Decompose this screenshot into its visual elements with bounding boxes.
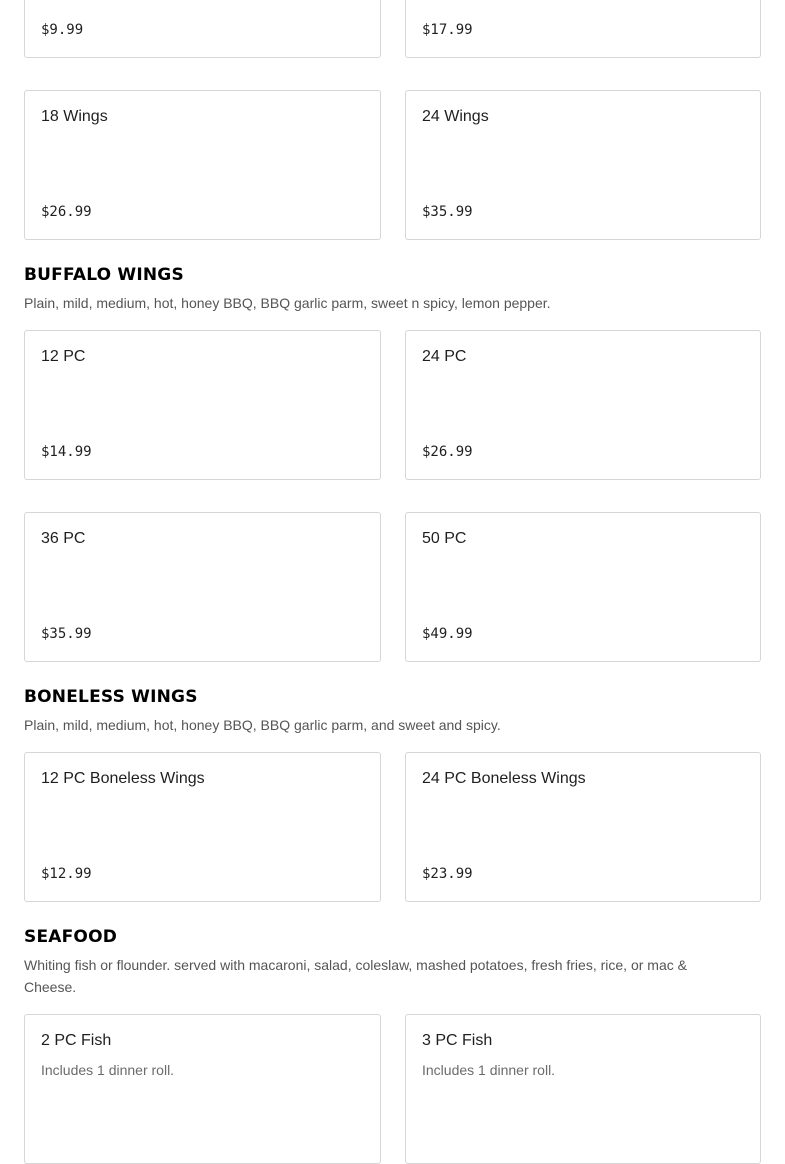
- item-name: 36 PC: [41, 530, 86, 547]
- menu-item-card[interactable]: [405, 752, 761, 902]
- item-description: Includes 1 dinner roll.: [422, 1062, 556, 1078]
- item-price: $26.99: [422, 444, 473, 460]
- item-name: 24 Wings: [422, 108, 489, 125]
- item-price: $14.99: [41, 444, 92, 460]
- menu-item-card[interactable]: [24, 90, 381, 240]
- section-title-buffalo-wings: BUFFALO WINGS: [24, 265, 184, 285]
- item-price: $9.99: [41, 22, 84, 38]
- menu-item-card[interactable]: [405, 90, 761, 240]
- item-price: $26.99: [41, 204, 92, 220]
- menu-item-card[interactable]: [24, 0, 381, 58]
- item-name: 24 PC Boneless Wings: [422, 770, 586, 787]
- section-description-buffalo-wings: Plain, mild, medium, hot, honey BBQ, BBQ garlic parm, sweet n spicy, lemon pepper.: [24, 295, 551, 311]
- item-name: 2 PC Fish: [41, 1032, 112, 1049]
- item-price: $35.99: [41, 626, 92, 642]
- menu-item-card[interactable]: [405, 0, 761, 58]
- menu-item-card[interactable]: [405, 330, 761, 480]
- menu-item-card[interactable]: [24, 512, 381, 662]
- item-description: Includes 1 dinner roll.: [41, 1062, 175, 1078]
- menu-item-card[interactable]: [405, 512, 761, 662]
- item-name: 12 PC Boneless Wings: [41, 770, 205, 787]
- item-price: $35.99: [422, 204, 473, 220]
- item-price: $17.99: [422, 22, 473, 38]
- item-name: 18 Wings: [41, 108, 108, 125]
- menu-item-card[interactable]: [24, 330, 381, 480]
- item-price: $49.99: [422, 626, 473, 642]
- item-price: $12.99: [41, 866, 92, 882]
- section-description-boneless-wings: Plain, mild, medium, hot, honey BBQ, BBQ garlic parm, and sweet and spicy.: [24, 717, 501, 733]
- menu-item-card[interactable]: [24, 752, 381, 902]
- item-name: 3 PC Fish: [422, 1032, 493, 1049]
- section-title-boneless-wings: BONELESS WINGS: [24, 687, 198, 707]
- item-price: $23.99: [422, 866, 473, 882]
- item-name: 12 PC: [41, 348, 86, 365]
- section-title-seafood: SEAFOOD: [24, 927, 118, 947]
- section-description-seafood: Whiting fish or flounder. served with macaroni, salad, coleslaw, mashed potatoes, fresh fries, rice, or mac & Cheese.: [24, 957, 687, 995]
- item-name: 24 PC: [422, 348, 467, 365]
- menu-item-card[interactable]: [405, 1014, 761, 1164]
- menu-item-card[interactable]: [24, 1014, 381, 1164]
- item-name: 50 PC: [422, 530, 467, 547]
